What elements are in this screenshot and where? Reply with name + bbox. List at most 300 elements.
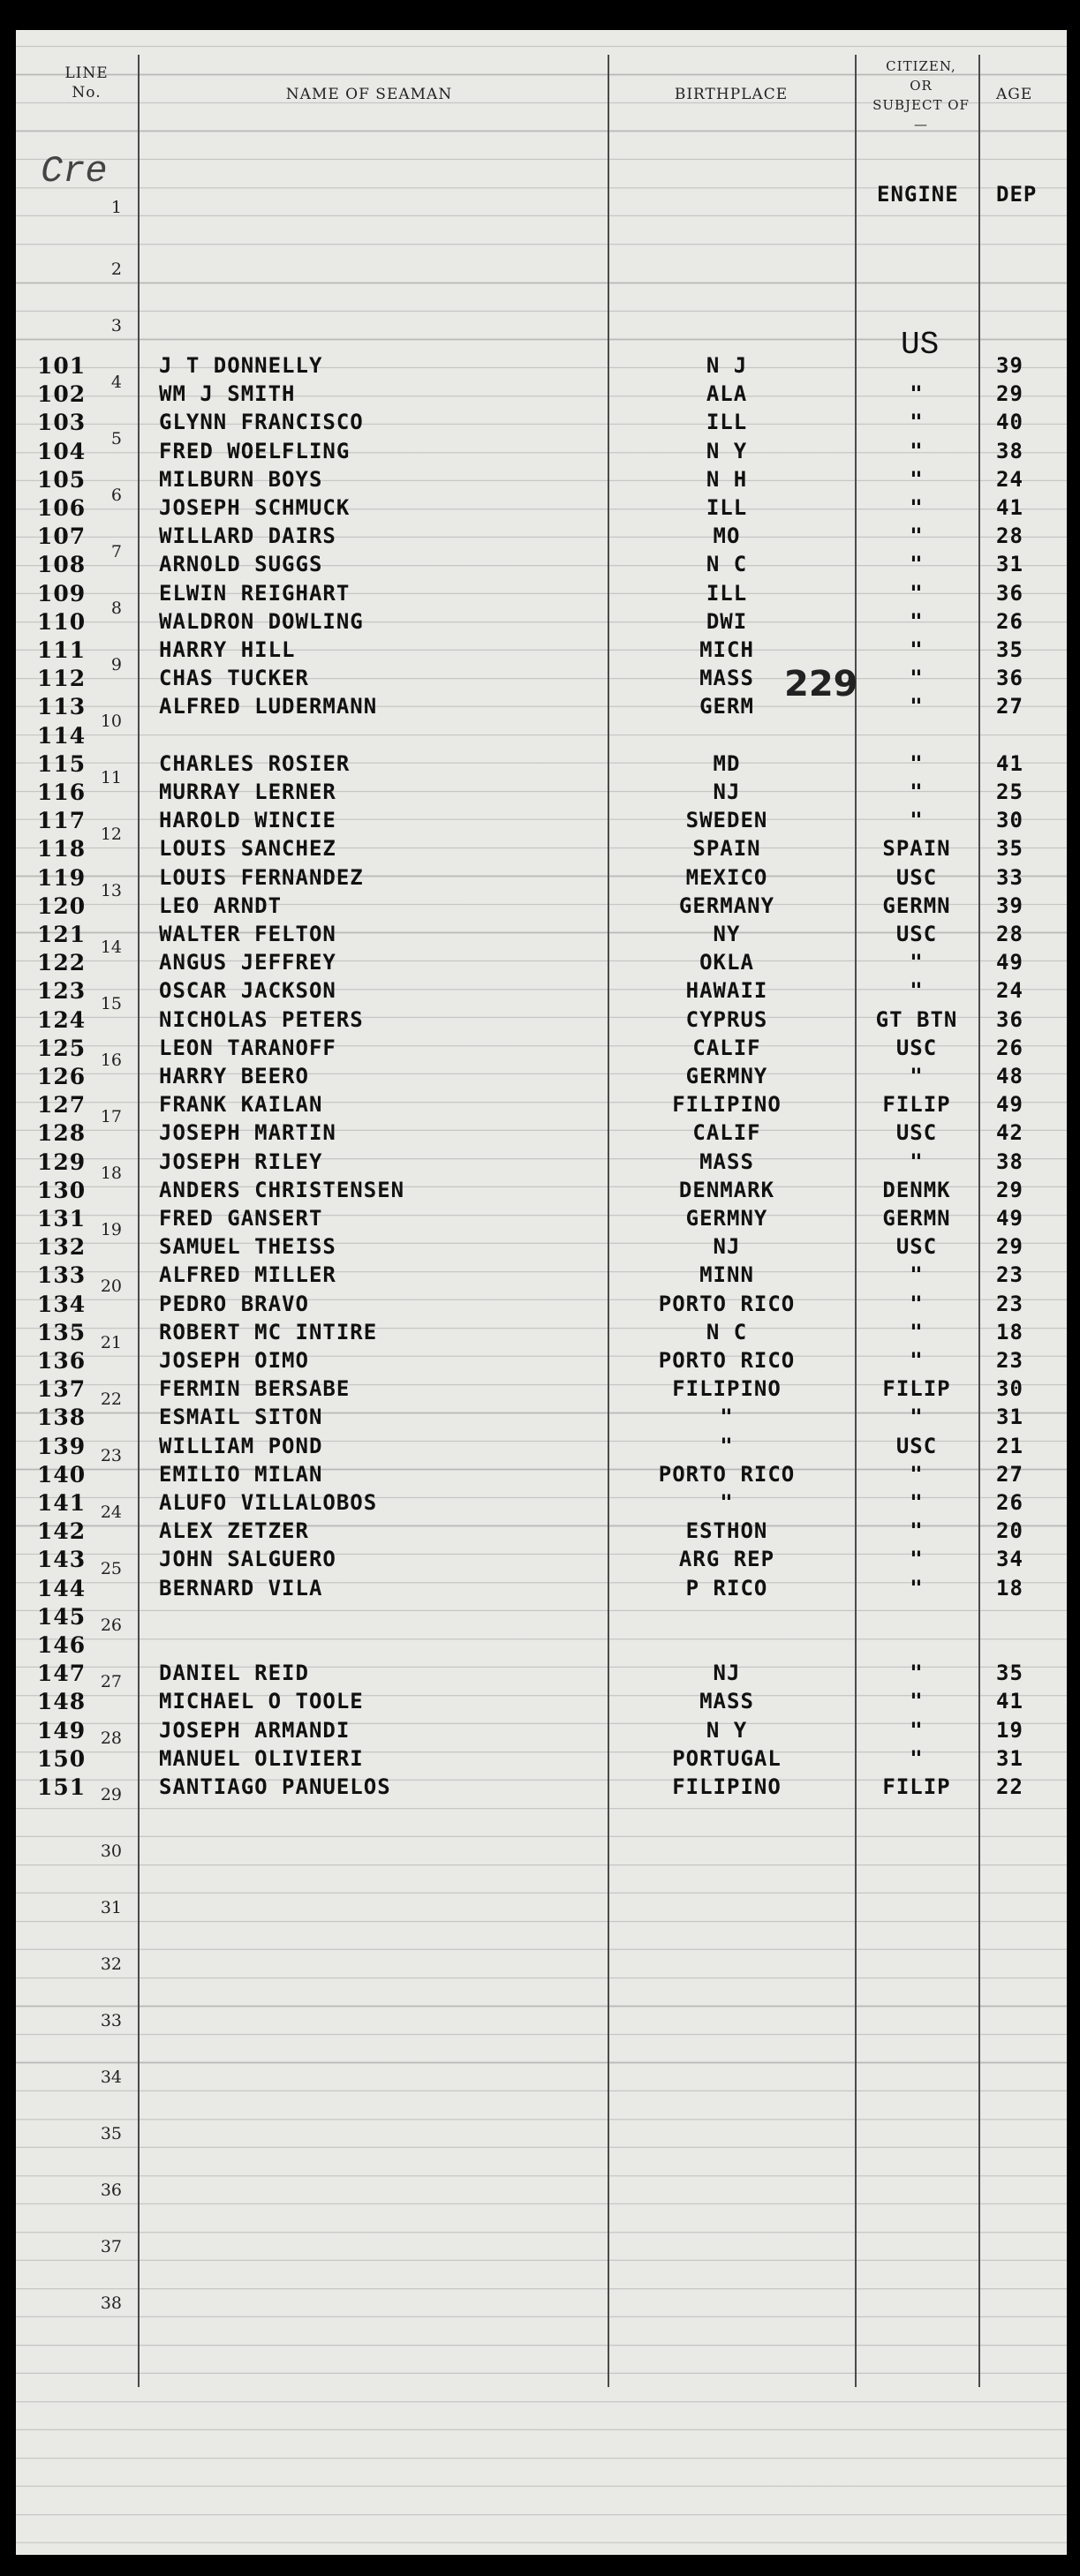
seaman-row: [16, 666, 1067, 694]
seaman-row: [16, 865, 1067, 893]
seaman-name: EMILIO MILAN: [159, 1461, 323, 1487]
seaman-number: 145: [37, 1603, 87, 1630]
seaman-citizen: ": [910, 950, 924, 975]
seaman-citizen: ": [910, 750, 924, 776]
seaman-age: 42: [996, 1120, 1023, 1146]
seaman-age: 27: [996, 1461, 1023, 1487]
seaman-name: JOSEPH RILEY: [159, 1149, 323, 1174]
seaman-row: [16, 1718, 1067, 1746]
seaman-number: 131: [37, 1206, 87, 1232]
seaman-name: ALFRED MILLER: [159, 1262, 336, 1288]
preprinted-line-number: 8: [110, 599, 122, 618]
header-citizen-or-subject: CITIZEN, OR SUBJECT OF—: [872, 58, 970, 132]
seaman-citizen: ": [910, 694, 924, 719]
page-number-stamp: 229: [784, 664, 858, 704]
seaman-age: 39: [996, 893, 1023, 918]
seaman-name: JOSEPH SCHMUCK: [159, 495, 351, 520]
seaman-name: WILLIAM POND: [159, 1433, 323, 1458]
seaman-number: 148: [37, 1689, 87, 1715]
seaman-citizen: FILIP: [882, 1092, 951, 1118]
seaman-number: 107: [37, 523, 87, 550]
preprinted-line-number: 23: [100, 1446, 122, 1465]
seaman-number: 151: [37, 1774, 87, 1800]
preprinted-line-number: 26: [100, 1616, 122, 1635]
seaman-age: 41: [996, 1689, 1023, 1714]
header-name-of-seaman: NAME OF SEAMAN: [285, 86, 453, 103]
seaman-birthplace: MD: [713, 750, 741, 776]
seaman-citizen: ": [910, 1348, 924, 1373]
department-deck: DEP: [996, 182, 1038, 207]
seaman-row: [16, 1462, 1067, 1490]
seaman-citizen: ": [910, 552, 924, 577]
seaman-number: 149: [37, 1717, 87, 1744]
seaman-age: 48: [996, 1064, 1023, 1088]
seaman-number: 112: [37, 666, 87, 692]
seaman-row: [16, 1746, 1067, 1774]
seaman-row: [16, 922, 1067, 950]
seaman-citizen: ": [910, 1745, 924, 1771]
preprinted-line-number: 3: [110, 316, 122, 335]
preprinted-line-number: 1: [110, 198, 122, 217]
seaman-row: [16, 694, 1067, 722]
seaman-citizen: ": [910, 666, 924, 691]
seaman-citizen: ": [910, 1405, 924, 1430]
seaman-row: [16, 893, 1067, 922]
seaman-name: PEDRO BRAVO: [159, 1291, 309, 1316]
seaman-citizen: DENMK: [882, 1177, 951, 1202]
seaman-age: 24: [996, 466, 1023, 492]
seaman-row: [16, 1434, 1067, 1462]
seaman-name: GLYNN FRANCISCO: [159, 410, 364, 435]
seaman-row: [16, 1120, 1067, 1149]
seaman-birthplace: PORTO RICO: [658, 1461, 796, 1487]
preprinted-line-number: 17: [100, 1107, 122, 1126]
seaman-number: 105: [37, 466, 87, 493]
seaman-name: ELWIN REIGHART: [159, 580, 351, 606]
seaman-citizen: ": [910, 1661, 924, 1686]
seaman-row: [16, 1206, 1067, 1234]
seaman-number: 132: [37, 1234, 87, 1261]
seaman-name: ESMAIL SITON: [159, 1405, 323, 1430]
seaman-number: 127: [37, 1092, 87, 1119]
seaman-name: ROBERT MC INTIRE: [159, 1319, 378, 1344]
seaman-citizen: ": [910, 438, 924, 463]
seaman-citizen: GT BTN: [875, 1006, 958, 1032]
seaman-birthplace: NJ: [713, 1661, 741, 1686]
seaman-age: 18: [996, 1575, 1023, 1601]
seaman-number: 113: [37, 694, 87, 720]
seaman-row: [16, 1348, 1067, 1376]
seaman-citizen: USC: [895, 922, 938, 946]
seaman-birthplace: PORTUGAL: [672, 1745, 782, 1771]
seaman-number: 138: [37, 1405, 87, 1431]
seaman-age: 38: [996, 438, 1023, 463]
seaman-birthplace: MASS: [699, 666, 754, 691]
seaman-citizen: ": [910, 495, 924, 520]
seaman-birthplace: MEXICO: [685, 864, 768, 890]
seaman-row: [16, 836, 1067, 864]
seaman-number: 103: [37, 410, 87, 436]
seaman-row: [16, 609, 1067, 637]
seaman-age: 26: [996, 608, 1023, 634]
seaman-age: 28: [996, 922, 1023, 946]
preprinted-line-number: 28: [100, 1729, 122, 1748]
seaman-number: 125: [37, 1035, 87, 1061]
seaman-citizen: ": [910, 523, 924, 549]
seaman-name: MILBURN BOYS: [159, 466, 323, 492]
seaman-number: 108: [37, 552, 87, 578]
seaman-age: 40: [996, 410, 1023, 435]
seaman-row: [16, 780, 1067, 808]
seaman-age: 41: [996, 750, 1023, 776]
preprinted-line-number: 37: [100, 2237, 122, 2256]
preprinted-line-number: 10: [100, 712, 122, 731]
seaman-number: 110: [37, 608, 87, 635]
seaman-citizen: ": [910, 1717, 924, 1743]
seaman-number: 124: [37, 1006, 87, 1033]
seaman-row: [16, 467, 1067, 495]
seaman-row: [16, 1320, 1067, 1348]
seaman-number: 120: [37, 893, 87, 919]
seaman-number: 118: [37, 836, 87, 862]
seaman-citizen: ": [910, 1262, 924, 1288]
seaman-row: [16, 1689, 1067, 1717]
seaman-number: 122: [37, 950, 87, 976]
seaman-row: [16, 808, 1067, 836]
seaman-number: 147: [37, 1661, 87, 1687]
preprinted-line-number: 25: [100, 1559, 122, 1578]
seaman-birthplace: ": [720, 1433, 734, 1458]
seaman-row: [16, 1490, 1067, 1518]
preprinted-line-number: 4: [110, 373, 122, 392]
seaman-name: FRED WOELFLING: [159, 438, 351, 463]
seaman-birthplace: OKLA: [699, 950, 754, 975]
seaman-row: [16, 1604, 1067, 1632]
seaman-age: 27: [996, 694, 1023, 719]
seaman-name: JOSEPH ARMANDI: [159, 1717, 351, 1743]
seaman-name: WM J SMITH: [159, 381, 296, 407]
seaman-name: JOHN SALGUERO: [159, 1547, 336, 1572]
seaman-birthplace: ALA: [706, 381, 748, 407]
seaman-citizen: FILIP: [882, 1376, 951, 1402]
header-birthplace: BIRTHPLACE: [674, 86, 789, 103]
seaman-citizen: ": [910, 1490, 924, 1515]
seaman-birthplace: MASS: [699, 1149, 754, 1174]
preprinted-line-number: 20: [100, 1277, 122, 1296]
seaman-age: 29: [996, 1234, 1023, 1260]
seaman-name: DANIEL REID: [159, 1661, 309, 1686]
seaman-age: 34: [996, 1547, 1023, 1572]
seaman-name: WILLARD DAIRS: [159, 523, 336, 549]
seaman-age: 39: [996, 353, 1023, 378]
seaman-birthplace: NJ: [713, 1234, 741, 1260]
seaman-name: FRED GANSERT: [159, 1206, 323, 1231]
seaman-birthplace: ILL: [706, 410, 748, 435]
seaman-name: HARRY BEERO: [159, 1064, 309, 1088]
seaman-age: 31: [996, 1745, 1023, 1771]
seaman-citizen: USC: [895, 1120, 938, 1146]
seaman-age: 26: [996, 1490, 1023, 1515]
seaman-birthplace: GERMNY: [685, 1064, 768, 1088]
preprinted-line-number: 24: [100, 1503, 122, 1522]
seaman-row: [16, 1632, 1067, 1661]
seaman-name: NICHOLAS PETERS: [159, 1006, 364, 1032]
seaman-citizen: ": [910, 808, 924, 833]
seaman-citizen: USC: [895, 1234, 938, 1260]
seaman-number: 109: [37, 580, 87, 606]
seaman-age: 23: [996, 1262, 1023, 1288]
handwritten-note: Cre: [41, 150, 108, 192]
seaman-age: 24: [996, 978, 1023, 1004]
seaman-birthplace: N C: [706, 1319, 748, 1344]
seaman-row: [16, 1376, 1067, 1405]
seaman-number: 140: [37, 1461, 87, 1488]
seaman-row: [16, 637, 1067, 666]
seaman-birthplace: NY: [713, 922, 741, 946]
seaman-number: 129: [37, 1149, 87, 1175]
seaman-name: WALTER FELTON: [159, 922, 336, 946]
seaman-citizen: ": [910, 1461, 924, 1487]
seaman-name: FERMIN BERSABE: [159, 1376, 351, 1402]
seaman-birthplace: CALIF: [692, 1035, 761, 1060]
seaman-birthplace: MASS: [699, 1689, 754, 1714]
seaman-number: 111: [37, 637, 87, 663]
seaman-number: 128: [37, 1120, 87, 1147]
preprinted-line-number: 35: [100, 2124, 122, 2143]
seaman-citizen: ": [910, 780, 924, 804]
seaman-number: 119: [37, 864, 87, 891]
seaman-number: 142: [37, 1518, 87, 1545]
seaman-age: 33: [996, 864, 1023, 890]
preprinted-line-number: 30: [100, 1842, 122, 1861]
seaman-birthplace: MINN: [699, 1262, 754, 1288]
seaman-number: 133: [37, 1262, 87, 1289]
seaman-name: MANUEL OLIVIERI: [159, 1745, 364, 1771]
seaman-age: 21: [996, 1433, 1023, 1458]
seaman-birthplace: FILIPINO: [672, 1376, 782, 1402]
seaman-name: LOUIS FERNANDEZ: [159, 864, 364, 890]
seaman-age: 31: [996, 1405, 1023, 1430]
seaman-name: LOUIS SANCHEZ: [159, 836, 336, 862]
seaman-age: 38: [996, 1149, 1023, 1174]
seaman-birthplace: DENMARK: [678, 1177, 775, 1202]
preprinted-line-number: 14: [100, 938, 122, 957]
seaman-row: [16, 1576, 1067, 1604]
preprinted-line-number: 38: [100, 2294, 122, 2313]
header-line-no: LINE No.: [64, 64, 109, 102]
seaman-age: 19: [996, 1717, 1023, 1743]
preprinted-line-number: 5: [110, 429, 122, 448]
seaman-row: [16, 1262, 1067, 1291]
seaman-age: 23: [996, 1291, 1023, 1316]
seaman-birthplace: GERMANY: [678, 893, 775, 918]
preprinted-line-number: 2: [110, 260, 122, 279]
preprinted-line-number: 21: [100, 1333, 122, 1352]
seaman-name: ARNOLD SUGGS: [159, 552, 323, 577]
seaman-citizen: ": [910, 410, 924, 435]
header-age: AGE: [996, 86, 1033, 103]
seaman-name: LEO ARNDT: [159, 893, 283, 918]
seaman-name: JOSEPH OIMO: [159, 1348, 309, 1373]
seaman-birthplace: CALIF: [692, 1120, 761, 1146]
seaman-number: 139: [37, 1433, 87, 1459]
seaman-citizen: USC: [895, 864, 938, 890]
seaman-birthplace: PORTO RICO: [658, 1348, 796, 1373]
seaman-birthplace: MICH: [699, 637, 754, 662]
seaman-name: FRANK KAILAN: [159, 1092, 323, 1118]
seaman-name: J T DONNELLY: [159, 353, 323, 378]
preprinted-line-number: 19: [100, 1220, 122, 1239]
seaman-row: [16, 1149, 1067, 1178]
seaman-name: OSCAR JACKSON: [159, 978, 336, 1004]
seaman-number: 137: [37, 1376, 87, 1403]
preprinted-line-number: 12: [100, 825, 122, 844]
seaman-row: [16, 523, 1067, 552]
seaman-birthplace: GERM: [699, 694, 754, 719]
seaman-birthplace: HAWAII: [685, 978, 768, 1004]
seaman-number: 144: [37, 1575, 87, 1601]
seaman-citizen: ": [910, 978, 924, 1004]
seaman-citizen: ": [910, 580, 924, 606]
seaman-row: [16, 381, 1067, 410]
seaman-citizen: ": [910, 381, 924, 407]
preprinted-line-number: 16: [100, 1051, 122, 1070]
seaman-birthplace: PORTO RICO: [658, 1291, 796, 1316]
seaman-age: 29: [996, 1177, 1023, 1202]
seaman-age: 49: [996, 1092, 1023, 1118]
seaman-row: [16, 1007, 1067, 1036]
department-engine: ENGINE: [877, 182, 959, 207]
seaman-row: [16, 1661, 1067, 1689]
seaman-citizen: ": [910, 466, 924, 492]
seaman-row: [16, 410, 1067, 438]
seaman-citizen: GERMN: [882, 1206, 951, 1231]
seaman-age: 23: [996, 1348, 1023, 1373]
seaman-citizen: ": [910, 1547, 924, 1572]
seaman-number: 126: [37, 1064, 87, 1089]
preprinted-line-number: 22: [100, 1390, 122, 1409]
seaman-row: [16, 1234, 1067, 1262]
seaman-name: HARRY HILL: [159, 637, 296, 662]
seaman-name: SANTIAGO PANUELOS: [159, 1774, 391, 1799]
seaman-birthplace: P RICO: [685, 1575, 768, 1601]
seaman-age: 30: [996, 808, 1023, 833]
preprinted-line-number: 29: [100, 1785, 122, 1804]
seaman-citizen: ": [910, 1291, 924, 1316]
seaman-name: HAROLD WINCIE: [159, 808, 336, 833]
seaman-row: [16, 1064, 1067, 1092]
seaman-name: ANGUS JEFFREY: [159, 950, 336, 975]
seaman-age: 49: [996, 1206, 1023, 1231]
seaman-name: ALFRED LUDERMANN: [159, 694, 378, 719]
seaman-citizen: ": [910, 608, 924, 634]
seaman-age: 20: [996, 1518, 1023, 1544]
preprinted-line-number: 34: [100, 2068, 122, 2087]
seaman-name: MICHAEL O TOOLE: [159, 1689, 364, 1714]
seaman-row: [16, 1547, 1067, 1575]
seaman-age: 35: [996, 637, 1023, 662]
seaman-number: 136: [37, 1348, 87, 1374]
seaman-birthplace: GERMNY: [685, 1206, 768, 1231]
seaman-citizen: USC: [895, 1433, 938, 1458]
seaman-birthplace: MO: [713, 523, 741, 549]
seaman-citizen: ": [910, 1689, 924, 1714]
preprinted-line-number: 27: [100, 1672, 122, 1691]
seaman-age: 30: [996, 1376, 1023, 1402]
seaman-birthplace: ARG REP: [678, 1547, 775, 1572]
seaman-row: [16, 581, 1067, 609]
seaman-birthplace: ": [720, 1405, 734, 1430]
seaman-birthplace: N Y: [706, 438, 748, 463]
seaman-birthplace: CYPRUS: [685, 1006, 768, 1032]
seaman-row: [16, 495, 1067, 523]
seaman-name: SAMUEL THEISS: [159, 1234, 336, 1260]
preprinted-line-number: 13: [100, 881, 122, 900]
seaman-number: 106: [37, 495, 87, 521]
seaman-number: 121: [37, 922, 87, 947]
seaman-row: [16, 723, 1067, 751]
seaman-citizen: ": [910, 637, 924, 662]
seaman-row: [16, 950, 1067, 978]
seaman-name: MURRAY LERNER: [159, 780, 336, 804]
seaman-number: 150: [37, 1745, 87, 1772]
seaman-name: CHARLES ROSIER: [159, 750, 351, 776]
seaman-row: [16, 1774, 1067, 1803]
seaman-name: ALEX ZETZER: [159, 1518, 309, 1544]
seaman-birthplace: N C: [706, 552, 748, 577]
seaman-age: 26: [996, 1035, 1023, 1060]
preprinted-line-number: 6: [110, 486, 122, 505]
preprinted-line-number: 11: [100, 768, 122, 787]
seaman-birthplace: NJ: [713, 780, 741, 804]
seaman-citizen: ": [910, 1064, 924, 1088]
seaman-row: [16, 1405, 1067, 1433]
us-handwritten-mark: US: [901, 327, 940, 363]
seaman-row: [16, 1036, 1067, 1064]
seaman-birthplace: ILL: [706, 580, 748, 606]
seaman-number: 116: [37, 780, 87, 805]
seaman-age: 36: [996, 666, 1023, 691]
preprinted-line-number: 36: [100, 2181, 122, 2200]
seaman-citizen: ": [910, 1575, 924, 1601]
seaman-number: 143: [37, 1547, 87, 1573]
preprinted-line-number: 18: [100, 1164, 122, 1183]
seaman-age: 28: [996, 523, 1023, 549]
seaman-birthplace: N Y: [706, 1717, 748, 1743]
seaman-citizen: SPAIN: [882, 836, 951, 862]
seaman-row: [16, 1518, 1067, 1547]
seaman-name: ANDERS CHRISTENSEN: [159, 1177, 405, 1202]
seaman-number: 123: [37, 978, 87, 1005]
preprinted-line-number: 9: [110, 655, 122, 674]
seaman-row: [16, 353, 1067, 381]
seaman-number: 114: [37, 722, 87, 749]
seaman-number: 146: [37, 1632, 87, 1658]
seaman-birthplace: SWEDEN: [685, 808, 768, 833]
preprinted-line-number: 33: [100, 2011, 122, 2030]
seaman-row: [16, 978, 1067, 1006]
seaman-number: 102: [37, 381, 87, 408]
seaman-name: JOSEPH MARTIN: [159, 1120, 336, 1146]
seaman-number: 134: [37, 1291, 87, 1317]
seaman-birthplace: DWI: [706, 608, 748, 634]
seaman-name: CHAS TUCKER: [159, 666, 309, 691]
seaman-number: 115: [37, 750, 87, 777]
seaman-number: 130: [37, 1177, 87, 1203]
seaman-number: 117: [37, 808, 87, 834]
seaman-birthplace: SPAIN: [692, 836, 761, 862]
seaman-row: [16, 1178, 1067, 1206]
